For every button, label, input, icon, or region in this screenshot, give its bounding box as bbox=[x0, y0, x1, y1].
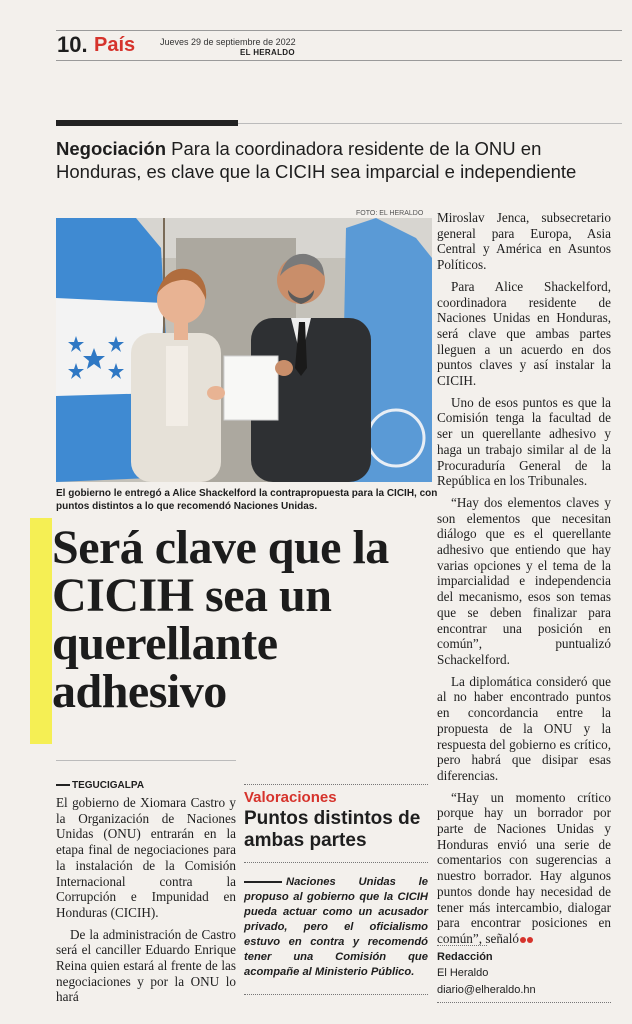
header-rule-bottom bbox=[56, 60, 622, 61]
headline: Será clave que la CICIH sea un querellante adhesivo bbox=[52, 521, 389, 718]
end-mark-icon bbox=[527, 937, 533, 943]
sidebar-text bbox=[244, 875, 428, 980]
paragraph: Para Alice Shackelford, coordinadora residente de Naciones Unidas en Honduras, será clave que ambas partes lleguen a un acuerdo en dos puntos claves y así instalar la CICIH. bbox=[437, 278, 611, 389]
news-photo bbox=[56, 218, 432, 482]
article-column-3 bbox=[437, 210, 611, 947]
paragraph: De la administración de Castro será el canciller Eduardo Enrique Reina quien estará al frente de las negociaciones y por la ONU lo hará bbox=[56, 926, 236, 1005]
byline-rule bbox=[437, 945, 487, 946]
headline-rule bbox=[56, 760, 236, 761]
page-number: 10. bbox=[57, 32, 88, 57]
dateline-text: TEGUCIGALPA bbox=[72, 780, 145, 791]
photo-credit: FOTO: EL HERALDO bbox=[356, 210, 424, 217]
end-mark-icon bbox=[520, 937, 526, 943]
sidebar-title: Puntos distintos de ambas partes bbox=[244, 808, 421, 851]
deck-bar bbox=[56, 120, 238, 126]
deck-label: Negociación bbox=[56, 138, 166, 159]
paragraph: “Hay dos elementos claves y son elementos que necesitan diálogo que es el querellante adhesivo que entiendo que hay varias opciones y el tema de la imparcialidad e independencia del mecanismo, esos son temas que se deben finalizar para encontrar una posición en común”, puntualizó Schackelford. bbox=[437, 494, 611, 667]
paragraph-text: “Hay un momento crítico porque hay un borrador por parte de Naciones Unidas y Honduras envió una serie de comentarios con sugerencias a nuestro borrador. Hay algunos puntos donde hay necesidad de tener más intercambio, dialogar para encontrar posiciones en común”, señaló bbox=[437, 789, 611, 946]
sidebar-rule bbox=[244, 862, 428, 863]
paragraph: El gobierno de Xiomara Castro y la Organización de Naciones Unidas (ONU) entrarán en la etapa final de negociaciones para la instalación de la Comisión Internacional contra la Corrupción e Impunidad en Honduras (CICIH). bbox=[56, 795, 236, 920]
issue-date: Jueves 29 de septiembre de 2022 bbox=[160, 37, 296, 47]
deck-text: Para la coordinadora residente de la ONU en Honduras, es clave que la CICIH sea imparcial e independiente bbox=[56, 138, 577, 182]
byline-name: El Heraldo bbox=[437, 967, 489, 979]
photo-caption: El gobierno le entregó a Alice Shackelford la contrapropuesta para la CICIH, con puntos distintos a lo que recomendó Naciones Unidas. bbox=[56, 488, 438, 512]
article-column-1 bbox=[56, 795, 236, 1005]
sidebar-kicker: Valoraciones bbox=[244, 789, 337, 806]
byline-label: Redacción bbox=[437, 951, 493, 963]
sidebar-rule-bottom bbox=[244, 994, 428, 995]
deck bbox=[56, 137, 596, 183]
header-rule bbox=[56, 30, 622, 31]
photo-illustration bbox=[56, 218, 432, 482]
sidebar-rule-top bbox=[244, 784, 428, 785]
dateline bbox=[56, 780, 144, 791]
paragraph: La diplomática consideró que al no haber encontrado puntos en concordancia entre la propuesta de la ONU y la respuesta del gobierno es crítico, pero habrá que disipar esas diferencias. bbox=[437, 673, 611, 783]
paragraph: Uno de esos puntos es que la Comisión tenga la facultad de ser un querellante adhesivo y haga un trabajo similar al de la Procuraduría General de la República en los Tribunales. bbox=[437, 394, 611, 489]
paragraph-last bbox=[437, 790, 611, 947]
sidebar-text-body: Naciones Unidas le propuso al gobierno que la CICIH pueda actuar como un acusador privado, pero el oficialismo estuvo en contra y recomendó tener una Comisión que acompañe al Ministerio Público. bbox=[244, 876, 428, 978]
paragraph: Miroslav Jenca, subsecretario general para Europa, Asia Central y América en Asuntos Políticos. bbox=[437, 210, 611, 273]
deck-rule bbox=[238, 123, 622, 124]
newspaper-name: EL HERALDO bbox=[240, 48, 295, 57]
byline-email: diario@elheraldo.hn bbox=[437, 984, 536, 996]
sidebar-text-rule bbox=[244, 881, 282, 883]
dateline-rule bbox=[56, 784, 70, 786]
section-name: País bbox=[94, 34, 136, 56]
highlighter-mark bbox=[30, 518, 52, 744]
byline-rule-bottom bbox=[437, 1002, 611, 1003]
